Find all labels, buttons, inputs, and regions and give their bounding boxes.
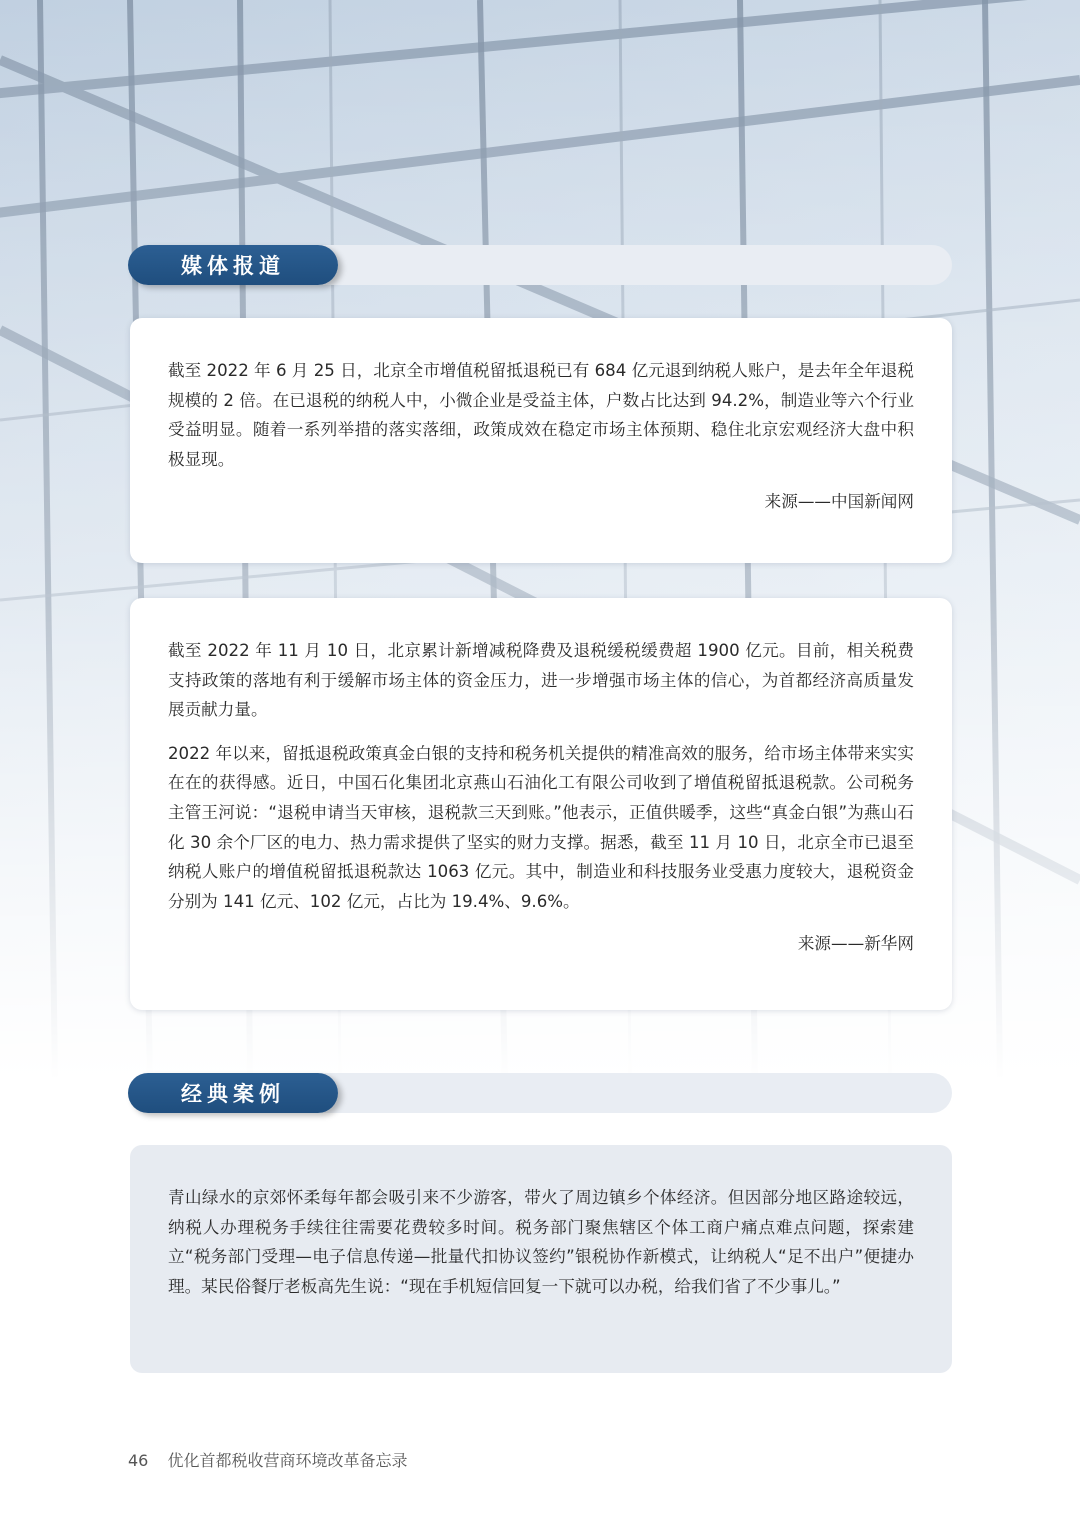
report-2-paragraph-2: 2022 年以来，留抵退税政策真金白银的支持和税务机关提供的精准高效的服务，给市场主体带来实实在在的获得感。近日，中国石化集团北京燕山石油化工有限公司收到了增值税留抵退税款。公司税务主管王河说：“退税申请当天审核，退税款三天到账。”他表示，正值供暖季，这些“真金白银”为燕山石化 30 余个厂区的电力、热力需求提供了坚实的财力支撑。据悉，截至 11 月 10 日，北京全市已退至纳税人账户的增值税留抵退税款达 1063 亿元。其中，制造业和科技服务业受惠力度较大，退税资金分别为 141 亿元、102 亿元，占比为 19.4%、9.6%。	[168, 743, 914, 911]
book-title: 优化首都税收营商环境改革备忘录	[167, 1451, 408, 1470]
report-2-paragraph-1: 截至 2022 年 11 月 10 日，北京累计新增减税降费及退税缓税缓费超 1900 亿元。目前，相关税费支持政策的落地有利于缓解市场主体的资金压力，进一步增强市场主体的信心，为首都经济高质量发展贡献力量。	[168, 641, 914, 720]
page-footer	[128, 1448, 407, 1471]
media-section-title: 媒体报道	[128, 245, 338, 285]
case-section-title: 经典案例	[128, 1073, 338, 1113]
media-report-card-2	[130, 598, 952, 1010]
report-1-source: 来源——中国新闻网	[764, 492, 914, 512]
report-1-paragraph: 截至 2022 年 6 月 25 日，北京全市增值税留抵退税已有 684 亿元退到纳税人账户，是去年全年退税规模的 2 倍。在已退税的纳税人中，小微企业是受益主体，户数占比达到 94.2%，制造业等六个行业受益明显。随着一系列举措的落实落细，政策成效在稳定市场主体预期、稳住北京宏观经济大盘中积极显现。	[168, 361, 914, 469]
case-study-paragraph: 青山绿水的京郊怀柔每年都会吸引来不少游客，带火了周边镇乡个体经济。但因部分地区路途较远，纳税人办理税务手续往往需要花费较多时间。税务部门聚焦辖区个体工商户痛点难点问题，探索建立“税务部门受理—电子信息传递—批量代扣协议签约”银税协作新模式，让纳税人“足不出户”便捷办理。某民俗餐厅老板高先生说：“现在手机短信回复一下就可以办税，给我们省了不少事儿。”	[168, 1188, 914, 1296]
media-report-card-1	[130, 318, 952, 563]
case-section-header	[128, 1073, 952, 1113]
page-number: 46	[128, 1451, 149, 1470]
media-section-header	[128, 245, 952, 285]
case-study-box	[130, 1145, 952, 1373]
report-2-source: 来源——新华网	[797, 934, 914, 954]
